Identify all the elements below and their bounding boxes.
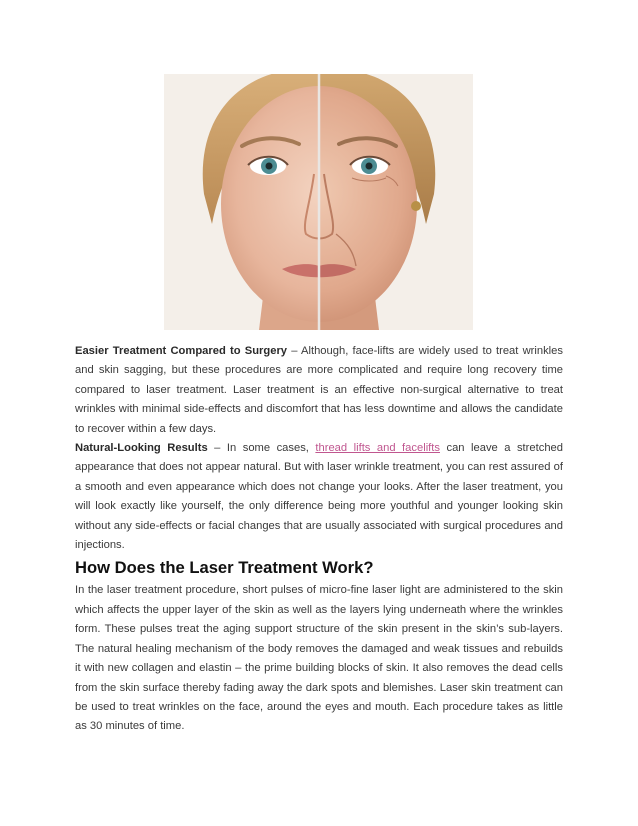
text-natural-results-after: can leave a stretched appearance that does not appear natural. But with laser wrinkle treatment, you can rest assured of a smooth and even appearance which does not change your looks. After the laser treatment, you will look exactly like yourself, the only difference being more youthful and younger looking skin without any side-effects or facial changes that are usually associated with surgical procedures and injections. (75, 442, 563, 552)
section-heading: How Does the Laser Treatment Work? (75, 558, 374, 578)
lead-easier-treatment: Easier Treatment Compared to Surgery (75, 345, 288, 357)
paragraph-natural-results (75, 439, 563, 555)
before-after-face-image (164, 74, 473, 330)
lead-natural-results: Natural-Looking Results (75, 442, 208, 455)
thread-lifts-link[interactable]: thread lifts and facelifts (315, 442, 440, 455)
paragraph-laser-procedure: In the laser treatment procedure, short pulses of micro-fine laser light are administered to the skin which affects the upper layer of the skin as well as the layers lying underneath where the wrinkles form. These pulses treat the aging support structure of the skin present in the skin’s sub-layers. The natural healing mechanism of the body removes the damaged and weak tissues and rebuilds it with new collagen and elastin – the prime building blocks of skin. It also removes the dead cells from the skin surface thereby fading away the dark spots and blemishes. Laser skin treatment can be used to treat wrinkles on the face, around the eyes and mouth. Each procedure takes as little as 30 minutes of time. (75, 584, 563, 733)
text-easier-treatment: – Although, face-lifts are widely used to treat wrinkles and skin sagging, but these procedures are more complicated and require long recovery time compared to laser treatment. Laser treatment is an effective non-surgical alternative to treat wrinkles with minimal side-effects and discomfort that has less downtime and allows the candidate to recover within a few days. (75, 345, 563, 435)
paragraph-easier-treatment (75, 342, 563, 439)
article-body (75, 342, 563, 737)
text-natural-results-before: – In some cases, (207, 442, 316, 455)
